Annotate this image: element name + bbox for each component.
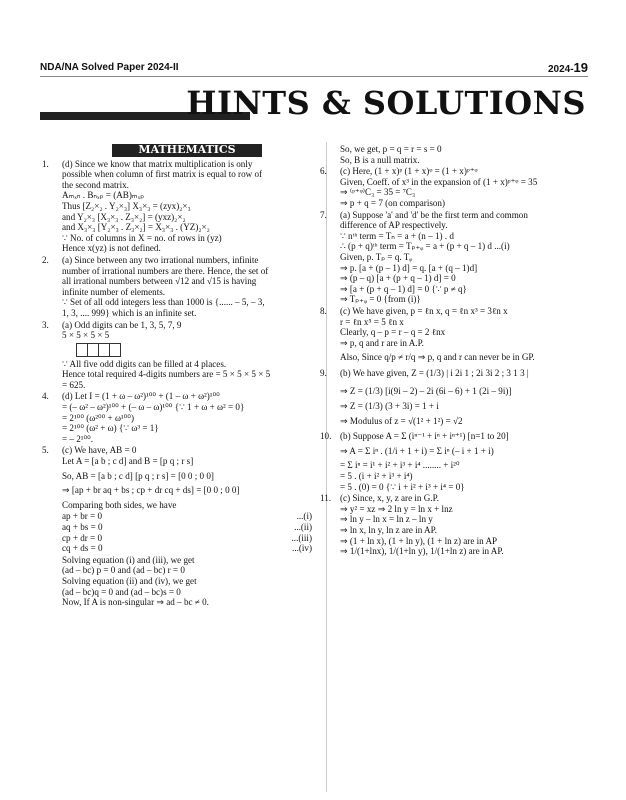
column-divider: [326, 142, 327, 792]
question-block: [62, 511, 312, 553]
solution-line: So, we get, p = q = r = s = 0: [340, 144, 442, 154]
question-number: 4.: [42, 391, 49, 402]
question-number: 1.: [42, 158, 49, 169]
solution-line: difference of AP respectively.: [340, 220, 448, 231]
spacer: [340, 363, 592, 367]
equation-row: [62, 522, 312, 533]
question-block: [320, 431, 592, 492]
question-block: [320, 209, 592, 305]
solution-line: ⇒ Z = (1/3) [i(9i – 2) – 2i (6i – 6) + 1 (2i – 9i)]: [340, 386, 512, 397]
header-rule: [40, 76, 588, 77]
question-block: [320, 367, 592, 430]
solution-line: = 625.: [62, 379, 86, 390]
solution-line: ⇒ ⁽ᵖ⁺ᵠ⁾C₃ = 35 = ⁷C₃: [340, 187, 416, 198]
solution-line: Also, Since q/p ≠ r/q ⇒ p, q and r can never be in GP.: [340, 352, 535, 363]
question-block: [320, 305, 592, 367]
solution-line: ⇒ p, q and r are in A.P.: [340, 337, 424, 348]
solution-line: (ad – bc)q = 0 and (ad – bc)s = 0: [62, 586, 181, 597]
solution-line: ∵ No. of columns in X = no. of rows in (yz): [62, 232, 222, 243]
solution-line: ⇒ Tₚ₊ᵩ = 0 {from (i)}: [340, 294, 421, 305]
year-label: 2024-: [547, 64, 574, 75]
solution-line: ⇒ Z = (1/3) (3 + 3i) = 1 + i: [340, 401, 439, 412]
solution-line: 1, 3, .... 999} which is an infinite set.: [62, 307, 197, 318]
solution-line: Hence total required 4-digits numbers are = 5 × 5 × 5 × 5: [62, 369, 271, 380]
solution-line: (c) We have given, p = ℓn x, q = ℓn x³ = 3ℓn x: [340, 305, 508, 316]
page-number: [548, 60, 588, 75]
solution-line: (d) Let I = (1 + ω – ω²)¹⁰⁰ + (1 – ω + ω²)¹⁰⁰: [62, 391, 220, 402]
solution-line: possible when column of first matrix is equal to row of: [62, 169, 263, 180]
solution-line: r = ℓn x⁵ = 5 ℓn x: [340, 316, 404, 327]
question-number: 3.: [42, 319, 49, 330]
question-number: 7.: [320, 209, 327, 220]
solution-line: So, B is a null matrix.: [340, 154, 420, 165]
solution-line: (a) Suppose 'a' and 'd' be the first term and common: [340, 209, 528, 220]
question-block: [340, 144, 592, 165]
solution-line: (b) Suppose A = Σ (iⁿ⁻¹ + iⁿ + iⁿ⁺¹) [n=1 to 20]: [340, 431, 509, 442]
solution-line: Now, If A is non-singular ⇒ ad – bc ≠ 0.: [62, 597, 209, 608]
left-column: [42, 143, 312, 609]
question-number: 2.: [42, 254, 49, 265]
solution-line: Solving equation (ii) and (iv), we get: [62, 575, 197, 586]
question-block: [320, 166, 592, 208]
equation: cp + dr = 0: [62, 532, 103, 543]
solution-line: = 2¹⁰⁰ (ω² + ω) {∵ ω³ = 1}: [62, 423, 159, 434]
solution-line: ⇒ Modulus of z = √(1² + 1²) = √2: [340, 415, 463, 426]
solution-line: (b) We have given, Z = (1/3) | i 2i 1 ; 2i 3i 2 ; 3 1 3 |: [340, 367, 529, 378]
solution-line: ⇒ (1 + ln x), (1 + ln y), (1 + ln z) are in AP: [340, 535, 498, 546]
equation-tag: ...(iii): [291, 532, 312, 543]
solution-line: ⇒ 1/(1+lnx), 1/(1+ln y), 1/(1+ln z) are in AP.: [340, 546, 504, 557]
solution-line: (c) Here, (1 + x)ᵖ (1 + x)ᵠ = (1 + x)ᵖ⁺ᵠ: [340, 166, 478, 177]
spacer: [340, 426, 592, 430]
question-block: [62, 555, 312, 608]
solution-line: ∵ All five odd digits can be filled at 4 places.: [62, 358, 227, 369]
equation: ap + br = 0: [62, 511, 103, 522]
solution-line: Aₘₓₙ . Bₙₓₚ = (AB)ₘₓₚ: [62, 190, 145, 201]
solution-line: (d) Since we know that matrix multiplication is only: [62, 158, 253, 169]
solution-line: (c) We have, AB = 0: [62, 445, 137, 456]
question-number: 8.: [320, 305, 327, 316]
question-number: 9.: [320, 367, 327, 378]
digit-box: [109, 343, 121, 357]
solution-line: (a) Since between any two irrational numbers, infinite: [62, 254, 259, 265]
solution-line: = 2¹⁰⁰ (ω²⁰⁰ + ω¹⁰⁰): [62, 412, 134, 423]
equation: cq + ds = 0: [62, 543, 103, 554]
solution-line: Thus [Z₂×₂ . Y₂×₃] X₃×₃ = (zyx)₂×₃: [62, 200, 191, 211]
solution-line: Clearly, q – p = r – q = 2 ℓnx: [340, 327, 446, 338]
solution-line: ∴ (p + q)ᵗʰ term = Tₚ₊ᵩ = a + (p + q – 1) d ...(i): [340, 241, 510, 252]
solution-line: the second matrix.: [62, 179, 129, 190]
solution-line: = (– ω² – ω²)¹⁰⁰ + (– ω – ω)¹⁰⁰ {∵ 1 + ω + ω² = 0}: [62, 402, 245, 413]
solution-line: infinite number of elements.: [62, 286, 166, 297]
page-title: HINTS & SOLUTIONS: [186, 84, 586, 122]
solution-line: = – 2¹⁰⁰.: [62, 433, 94, 444]
equation-row: [62, 543, 312, 554]
solution-line: and X₃×₃ [Y₂×₃ . Z₃×₂] = X₃×₃ . (YZ)₂×₂: [62, 222, 210, 233]
solution-line: So, AB = [a b ; c d] [p q ; r s] = [0 0 ; 0 0]: [62, 470, 214, 481]
solution-line: (a) Odd digits can be 1, 3, 5, 7, 9: [62, 319, 182, 330]
question-block: [320, 493, 592, 557]
solution-line: ⇒ (p – q) [a + (p + q – 1) d] = 0: [340, 273, 456, 284]
question-number: 6.: [320, 166, 327, 177]
question-block: [42, 254, 312, 319]
equation-row: [62, 533, 312, 544]
solution-line: 5 × 5 × 5 × 5: [62, 330, 110, 341]
equation-tag: ...(iv): [292, 543, 312, 554]
solution-line: (c) Since, x, y, z are in G.P.: [340, 493, 439, 504]
solution-line: Given, p. Tₚ = q. Tᵩ: [340, 251, 413, 262]
solution-line: Given, Coeff. of x³ in the expansion of (1 + x)ᵖ⁺ᵠ = 35: [340, 176, 538, 187]
solution-line: ⇒ y² = xz ⇒ 2 ln y = ln x + lnz: [340, 503, 453, 514]
question-block: [42, 319, 312, 391]
solution-line: = Σ iⁿ = i¹ + i² + i³ + i⁴ ........ + i²⁰: [340, 460, 460, 471]
solution-line: ⇒ A = Σ iⁿ . (1/i + 1 + i) = Σ iⁿ (– i + 1 + i): [340, 445, 494, 456]
solution-line: = 5 . (0) = 0 {∵ i + i² + i³ + i⁴ = 0}: [340, 481, 465, 492]
solution-line: ⇒ [ap + br aq + bs ; cp + dr cq + ds] = [0 0 ; 0 0]: [62, 485, 240, 496]
solution-line: ∵ nᵗʰ term = Tₙ = a + (n – 1) . d: [340, 230, 454, 241]
question-block: [42, 445, 312, 510]
running-header: NDA/NA Solved Paper 2024-II: [40, 62, 179, 73]
question-block: [42, 391, 312, 444]
solution-line: ⇒ ln y – ln x = ln z – ln y: [340, 514, 433, 525]
equation-tag: ...(i): [296, 511, 312, 522]
solution-line: Solving equation (i) and (iii), we get: [62, 554, 195, 565]
solution-line: all irrational numbers between √12 and √15 is having: [62, 276, 257, 287]
solution-line: and Y₂×₃ [X₃×₃ . Z₃×₂] = (yxz)₂×₂: [62, 211, 186, 222]
solution-line: ⇒ ln x, ln y, ln z are in AP.: [340, 525, 437, 535]
solution-line: ∵ Set of all odd integers less than 1000 is {...... – 5, – 3,: [62, 297, 265, 308]
solution-line: ⇒ [a + (p + q – 1) d] = 0 {∵ p ≠ q}: [340, 283, 467, 294]
solution-line: Comparing both sides, we have: [62, 499, 177, 510]
solution-line: ⇒ p. [a + (p – 1) d] = q. [a + (q – 1)d]: [340, 262, 478, 273]
question-number: 11.: [320, 493, 332, 504]
solution-line: number of irrational numbers are there. Hence, the set of: [62, 265, 269, 276]
solution-line: Hence x(yz) is not defined.: [62, 243, 161, 254]
solution-line: = 5 . (i + i² + i³ + i⁴): [340, 471, 413, 482]
question-number: 10.: [320, 431, 332, 442]
section-heading: MATHEMATICS: [112, 144, 262, 157]
solution-line: ⇒ p + q = 7 (on comparison): [340, 197, 446, 208]
equation-row: [62, 511, 312, 522]
solution-line: (ad – bc) p = 0 and (ad – bc) r = 0: [62, 565, 185, 576]
equation-tag: ...(ii): [294, 522, 312, 532]
page-num: 19: [573, 60, 588, 75]
question-block: [42, 158, 312, 254]
right-column: [320, 144, 592, 558]
equation: aq + bs = 0: [62, 522, 103, 532]
solution-line: Let A = [a b ; c d] and B = [p q ; r s]: [62, 456, 194, 467]
question-number: 5.: [42, 445, 49, 456]
digit-boxes: [76, 343, 312, 357]
